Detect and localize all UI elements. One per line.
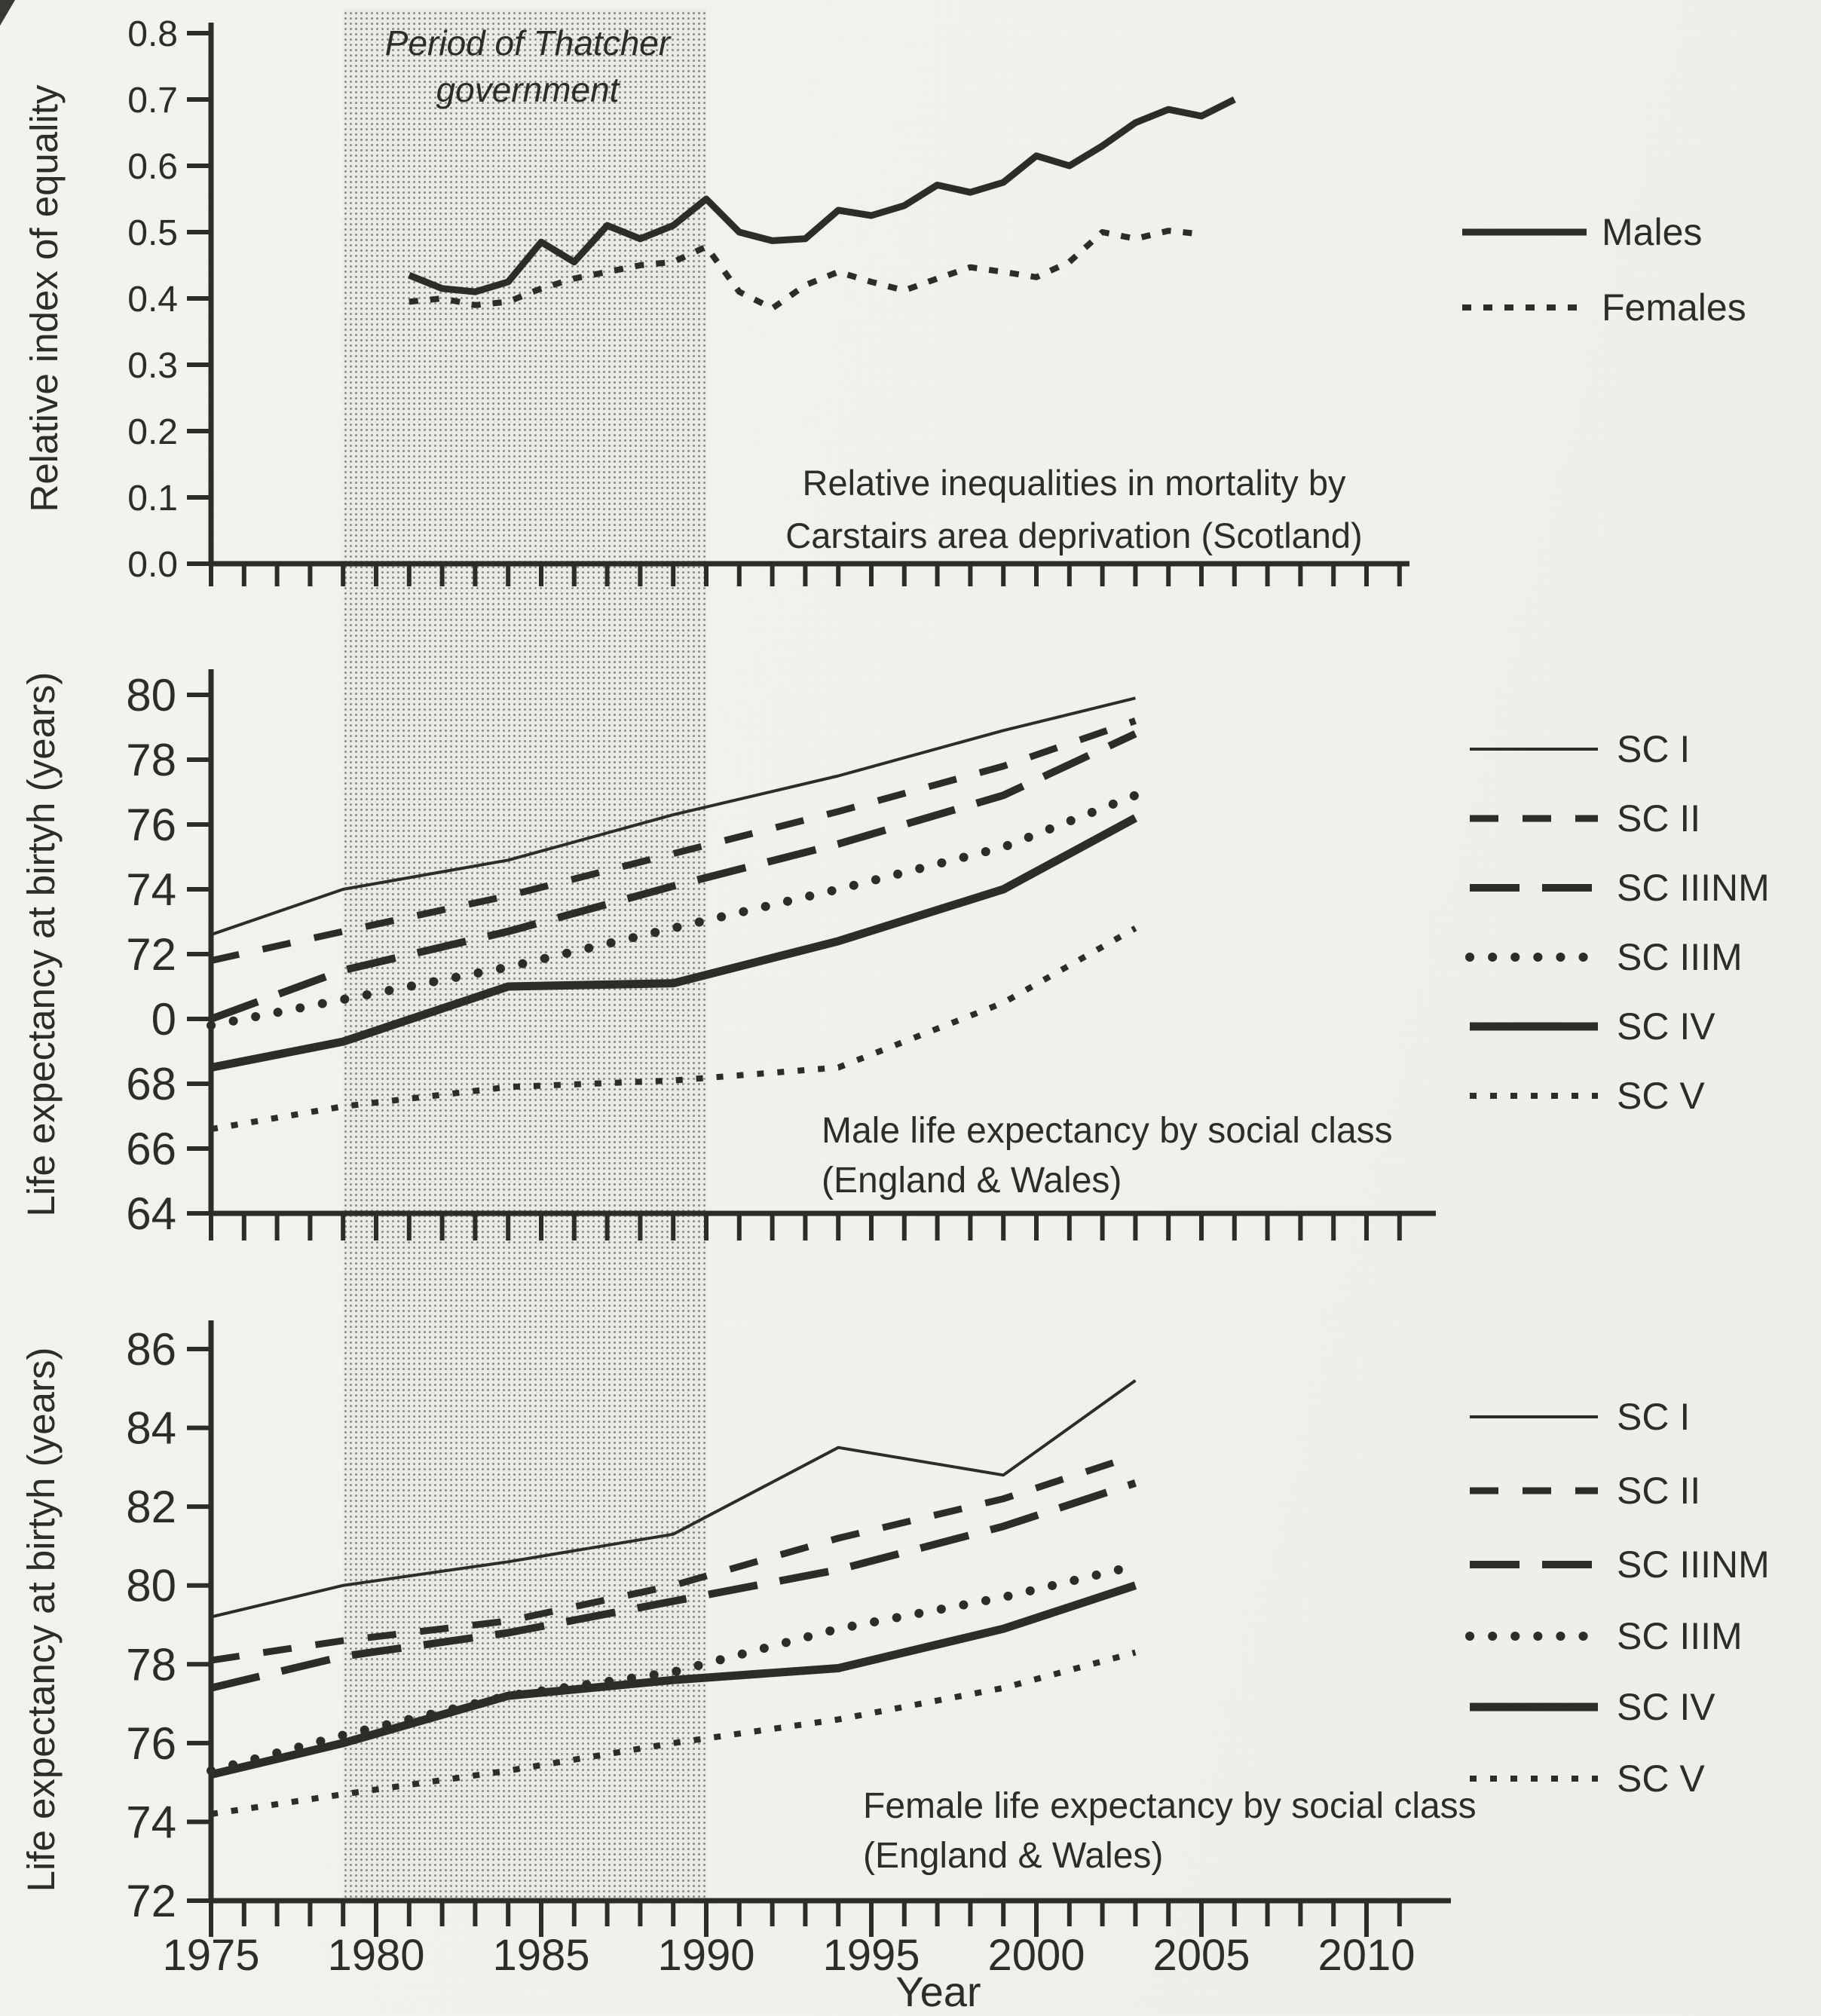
bottom-x-tick-label: 2000 [987, 1931, 1085, 1980]
bottom-y-tick-label: 78 [126, 1639, 176, 1690]
top-y-tick-label: 0.0 [127, 544, 178, 585]
bottom-chart-title [863, 1782, 1541, 1881]
thatcher-period-annotation [339, 20, 716, 113]
bottom-x-tick-label: 1995 [822, 1931, 920, 1980]
top-y-tick-label: 0.1 [127, 478, 178, 519]
bottom-y-tick-label: 80 [126, 1560, 176, 1611]
middle-legend-label: SC IV [1617, 1005, 1715, 1048]
thatcher-period-annotation-line2: government [436, 70, 620, 109]
middle-chart-y-axis-label: Life expectancy at birtyh (years) [20, 671, 63, 1217]
middle-y-tick-label: 64 [126, 1188, 176, 1239]
bottom-y-tick-label: 82 [126, 1482, 176, 1533]
bottom-y-tick-label: 76 [126, 1718, 176, 1769]
bottom-x-tick-label: 1985 [492, 1931, 590, 1980]
top-y-tick-label: 0.8 [127, 14, 178, 54]
top-y-tick-label: 0.3 [127, 345, 178, 386]
middle-y-tick-label: 78 [126, 735, 176, 785]
bottom-x-tick-label: 1975 [162, 1931, 260, 1980]
middle-y-tick-label: 74 [126, 864, 176, 915]
bottom-legend-label: SC I [1617, 1396, 1691, 1438]
bottom-x-tick-label: 2010 [1318, 1931, 1415, 1980]
bottom-legend-label: SC IIINM [1617, 1543, 1770, 1586]
bottom-y-tick-label: 84 [126, 1403, 176, 1454]
middle-chart-title-line1: Male life expectancy by social class [822, 1111, 1393, 1151]
top-y-tick-label: 0.4 [127, 279, 178, 320]
bottom-x-tick-label: 1980 [327, 1931, 425, 1980]
middle-chart-title-line2: (England & Wales) [822, 1161, 1122, 1201]
top-y-tick-label: 0.6 [127, 146, 178, 187]
bottom-chart-title-line1: Female life expectancy by social class [863, 1786, 1477, 1826]
bottom-legend-label: SC IIIM [1617, 1615, 1743, 1657]
middle-y-tick-label: 0 [151, 994, 176, 1045]
bottom-chart-x-axis-label: Year [895, 1968, 981, 2015]
top-y-tick-label: 0.7 [127, 80, 178, 121]
middle-y-tick-label: 68 [126, 1059, 176, 1109]
middle-legend-label: SC IIINM [1617, 867, 1770, 909]
top-y-tick-label: 0.2 [127, 411, 178, 452]
bottom-y-tick-label: 74 [126, 1797, 176, 1848]
bottom-chart-title-line2: (England & Wales) [863, 1836, 1164, 1876]
middle-y-tick-label: 76 [126, 800, 176, 850]
bottom-y-tick-label: 72 [126, 1876, 176, 1926]
thatcher-period-annotation-line1: Period of Thatcher [384, 23, 671, 63]
bottom-legend-label: SC II [1617, 1470, 1701, 1512]
middle-legend-label: SC IIIM [1617, 936, 1743, 978]
bottom-x-tick-label: 2005 [1152, 1931, 1250, 1980]
middle-y-tick-label: 72 [126, 929, 176, 980]
middle-y-tick-label: 80 [126, 670, 176, 720]
top-legend-label: Females [1602, 286, 1746, 329]
middle-chart-title [822, 1106, 1500, 1206]
middle-legend-label: SC I [1617, 728, 1691, 770]
bottom-y-tick-label: 86 [126, 1324, 176, 1375]
bottom-legend-label: SC V [1617, 1757, 1705, 1800]
middle-legend-label: SC V [1617, 1075, 1705, 1117]
top-chart-title-line2: Carstairs area deprivation (Scotland) [785, 515, 1363, 555]
bottom-chart-y-axis-label: Life expectancy at birtyh (years) [20, 1347, 63, 1892]
top-legend-label: Males [1602, 211, 1703, 253]
top-y-tick-label: 0.5 [127, 213, 178, 253]
top-chart-title [769, 457, 1379, 562]
middle-legend-label: SC II [1617, 797, 1701, 840]
bottom-x-tick-label: 1990 [657, 1931, 755, 1980]
top-chart-title-line1: Relative inequalities in mortality by [802, 463, 1346, 503]
bottom-legend-label: SC IV [1617, 1686, 1715, 1728]
middle-y-tick-label: 66 [126, 1124, 176, 1174]
top-chart-y-axis-label: Relative index of equality [23, 84, 66, 512]
